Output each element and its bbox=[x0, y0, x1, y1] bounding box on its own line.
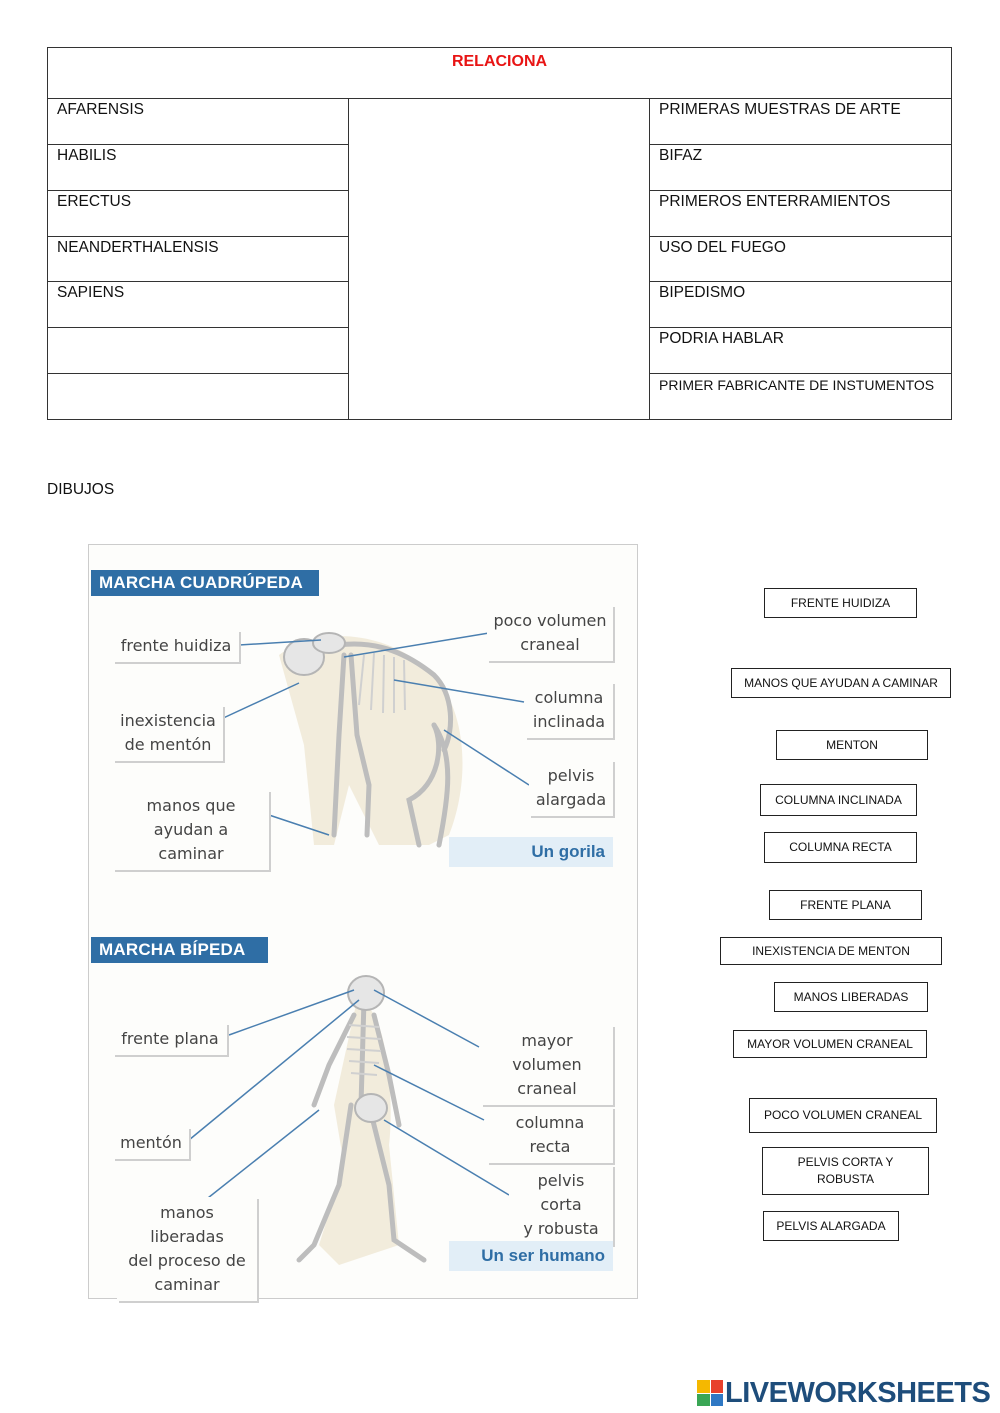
section-label: DIBUJOS bbox=[47, 481, 115, 498]
label-mayor-volumen: mayor volumen craneal bbox=[481, 1025, 613, 1105]
word-box[interactable]: MAYOR VOLUMEN CRANEAL bbox=[733, 1030, 927, 1058]
logo-text: LIVEWORKSHEETS bbox=[725, 1376, 991, 1409]
match-area[interactable] bbox=[349, 99, 650, 420]
table-cell-left: ERECTUS bbox=[48, 191, 348, 237]
label-pelvis-corta: pelvis corta y robusta bbox=[509, 1165, 613, 1245]
word-box[interactable]: PELVIS CORTA Y ROBUSTA bbox=[762, 1147, 929, 1195]
table-cell-right: PRIMEROS ENTERRAMIENTOS bbox=[650, 191, 951, 237]
word-box[interactable]: FRENTE HUIDIZA bbox=[764, 588, 917, 618]
table-cell-right: PRIMER FABRICANTE DE INSTUMENTOS bbox=[659, 377, 935, 394]
word-box[interactable]: COLUMNA INCLINADA bbox=[760, 784, 917, 816]
bip-title: MARCHA BÍPEDA bbox=[91, 937, 268, 963]
logo-icon bbox=[697, 1380, 723, 1406]
table-cell-left: SAPIENS bbox=[48, 282, 348, 328]
table-cell-right: USO DEL FUEGO bbox=[650, 237, 951, 283]
label-frente-huidiza: frente huidiza bbox=[113, 630, 239, 662]
table-cell-right: PODRIA HABLAR bbox=[650, 328, 951, 374]
label-manos-caminar: manos que ayudan a caminar bbox=[113, 790, 269, 870]
word-box[interactable]: MANOS LIBERADAS bbox=[774, 982, 928, 1012]
left-column bbox=[48, 99, 349, 420]
quad-title: MARCHA CUADRÚPEDA bbox=[91, 570, 319, 596]
label-inexistencia-menton: inexistencia de mentón bbox=[113, 705, 223, 761]
table-cell-right: PRIMERAS MUESTRAS DE ARTE bbox=[650, 99, 951, 145]
word-box[interactable]: POCO VOLUMEN CRANEAL bbox=[749, 1098, 937, 1133]
word-box[interactable]: MENTON bbox=[776, 730, 928, 760]
word-box[interactable]: MANOS QUE AYUDAN A CAMINAR bbox=[731, 668, 951, 698]
label-columna-recta: columna recta bbox=[487, 1107, 613, 1163]
table-cell-left bbox=[48, 374, 348, 420]
word-box[interactable]: FRENTE PLANA bbox=[769, 890, 922, 920]
liveworksheets-logo bbox=[697, 1373, 990, 1413]
table-cell-left: AFARENSIS bbox=[48, 99, 348, 145]
skeleton-illustration bbox=[88, 544, 638, 1299]
table-cell-right: BIPEDISMO bbox=[650, 282, 951, 328]
table-cell-left: HABILIS bbox=[48, 145, 348, 191]
logo-square bbox=[711, 1380, 724, 1393]
word-box[interactable]: PELVIS ALARGADA bbox=[763, 1211, 899, 1241]
logo-square bbox=[697, 1380, 710, 1393]
logo-square bbox=[711, 1394, 724, 1407]
label-menton: mentón bbox=[113, 1127, 189, 1159]
table-cell-left bbox=[48, 328, 348, 374]
table-cell-left: NEANDERTHALENSIS bbox=[48, 237, 348, 283]
label-pelvis-alargada: pelvis alargada bbox=[529, 760, 613, 816]
word-box[interactable]: COLUMNA RECTA bbox=[764, 832, 917, 863]
relaciona-table bbox=[47, 47, 952, 420]
bip-caption: Un ser humano bbox=[449, 1241, 613, 1271]
label-columna-inclinada: columna inclinada bbox=[525, 682, 613, 738]
label-frente-plana: frente plana bbox=[113, 1023, 227, 1055]
word-box[interactable]: INEXISTENCIA DE MENTON bbox=[720, 937, 942, 965]
label-poco-volumen: poco volumen craneal bbox=[487, 605, 613, 661]
quad-caption: Un gorila bbox=[449, 837, 613, 867]
label-manos-liberadas: manos liberadas del proceso de caminar bbox=[117, 1197, 257, 1301]
logo-square bbox=[697, 1394, 710, 1407]
table-title: RELACIONA bbox=[48, 48, 951, 99]
table-cell-right: BIFAZ bbox=[650, 145, 951, 191]
right-column bbox=[650, 99, 951, 420]
